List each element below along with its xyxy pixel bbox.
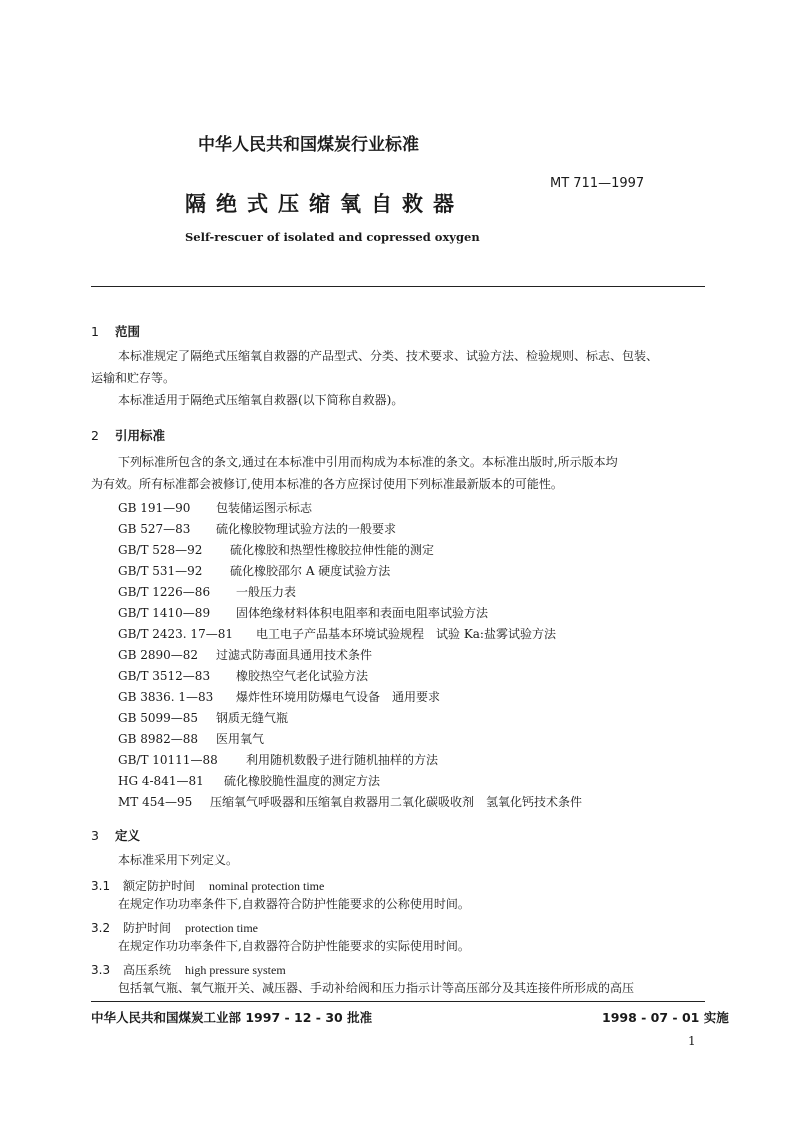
reference-item: [118, 499, 312, 516]
definition-text: 包括氧气瓶、氧气瓶开关、减压器、手动补给阀和压力指示计等高压部分及其连接件所形成的高压: [118, 981, 635, 995]
reference-title: 压缩氧气呼吸器和压缩氧自救器用二氧化碳吸收剂 氢氧化钙技术条件: [210, 795, 583, 809]
reference-item: [118, 772, 380, 789]
paragraph-line: 本标准采用下列定义。: [118, 853, 239, 867]
reference-item: [118, 667, 368, 684]
definition-text: 在规定作功功率条件下,自救器符合防护性能要求的公称使用时间。: [118, 897, 470, 911]
paragraph-line: 本标准适用于隔绝式压缩氧自救器(以下简称自救器)。: [118, 393, 404, 407]
section-number: 1: [91, 324, 99, 339]
header-divider: [91, 286, 705, 287]
footer-divider: [91, 1001, 705, 1002]
definition-heading: [91, 961, 286, 978]
industry-standard-heading: 中华人民共和国煤炭行业标准: [198, 135, 419, 155]
definition-heading: [91, 919, 258, 936]
reference-item: [118, 604, 488, 621]
reference-item: [118, 520, 396, 537]
reference-title: 固体绝缘材料体积电阻率和表面电阻率试验方法: [236, 606, 489, 620]
definition-term-cn: 高压系统: [123, 963, 172, 977]
reference-item: [118, 541, 434, 558]
paragraph-line: 运输和贮存等。: [91, 371, 176, 385]
definition-text: 在规定作功功率条件下,自救器符合防护性能要求的实际使用时间。: [118, 939, 470, 953]
reference-code: MT 454—95: [118, 795, 193, 809]
reference-title: 医用氧气: [216, 732, 265, 746]
reference-code: GB/T 531—92: [118, 564, 203, 578]
definition-number: 3.2: [91, 921, 111, 935]
reference-title: 利用随机数骰子进行随机抽样的方法: [246, 753, 439, 767]
definition-number: 3.3: [91, 963, 111, 977]
reference-item: [118, 646, 372, 663]
reference-code: GB/T 1410—89: [118, 606, 211, 620]
reference-title: 硫化橡胶脆性温度的测定方法: [224, 774, 381, 788]
definition-term-en: high pressure system: [185, 963, 286, 977]
reference-code: GB 3836. 1—83: [118, 690, 214, 704]
standard-code: MT 711—1997: [550, 176, 645, 191]
definition-heading: [91, 877, 324, 894]
section-title: 引用标准: [115, 428, 166, 443]
reference-item: [118, 583, 296, 600]
section-2-heading: [91, 426, 165, 444]
reference-title: 硫化橡胶邵尔 A 硬度试验方法: [230, 564, 391, 578]
approval-line: 中华人民共和国煤炭工业部 1997 - 12 - 30 批准: [91, 1010, 373, 1025]
reference-title: 硫化橡胶物理试验方法的一般要求: [216, 522, 397, 536]
reference-code: GB 191—90: [118, 501, 191, 515]
reference-code: GB/T 1226—86: [118, 585, 211, 599]
reference-code: GB 8982—88: [118, 732, 199, 746]
reference-code: GB/T 528—92: [118, 543, 203, 557]
definition-term-cn: 额定防护时间: [123, 879, 196, 893]
reference-title: 硫化橡胶和热塑性橡胶拉伸性能的测定: [230, 543, 435, 557]
reference-code: GB 527—83: [118, 522, 191, 536]
paragraph-line: 下列标准所包含的条文,通过在本标准中引用而构成为本标准的条文。本标准出版时,所示版本均: [118, 455, 618, 469]
reference-item: [118, 625, 556, 642]
reference-item: [118, 688, 440, 705]
reference-title: 电工电子产品基本环境试验规程 试验 Ka:盐雾试验方法: [256, 627, 556, 641]
reference-title: 包装储运图示标志: [216, 501, 313, 515]
reference-code: HG 4-841—81: [118, 774, 204, 788]
reference-title: 一般压力表: [236, 585, 297, 599]
reference-title: 橡胶热空气老化试验方法: [236, 669, 369, 683]
paragraph-line: 为有效。所有标准都会被修订,使用本标准的各方应探讨使用下列标准最新版本的可能性。: [91, 477, 563, 491]
definition-term-en: nominal protection time: [209, 879, 325, 893]
reference-code: GB/T 2423. 17—81: [118, 627, 233, 641]
section-number: 2: [91, 428, 99, 443]
section-1-heading: [91, 322, 140, 340]
page-number: 1: [688, 1034, 696, 1048]
reference-code: GB/T 3512—83: [118, 669, 211, 683]
document-title-english: Self-rescuer of isolated and copressed oxygen: [185, 230, 480, 244]
reference-code: GB/T 10111—88: [118, 753, 218, 767]
reference-title: 爆炸性环境用防爆电气设备 通用要求: [236, 690, 441, 704]
reference-code: GB 5099—85: [118, 711, 199, 725]
effective-date: 1998 - 07 - 01 实施: [602, 1010, 729, 1025]
definition-term-en: protection time: [185, 921, 258, 935]
reference-code: GB 2890—82: [118, 648, 199, 662]
reference-title: 钢质无缝气瓶: [216, 711, 289, 725]
reference-item: [118, 562, 390, 579]
section-title: 定义: [115, 828, 141, 843]
reference-item: [118, 709, 288, 726]
document-title: 隔绝式压缩氧自救器: [185, 192, 464, 216]
reference-item: [118, 751, 438, 768]
reference-title: 过滤式防毒面具通用技术条件: [216, 648, 373, 662]
definition-term-cn: 防护时间: [123, 921, 172, 935]
section-number: 3: [91, 828, 99, 843]
reference-item: [118, 793, 582, 810]
paragraph-line: 本标准规定了隔绝式压缩氧自救器的产品型式、分类、技术要求、试验方法、检验规则、标志、包装、: [118, 349, 659, 363]
reference-item: [118, 730, 264, 747]
definition-number: 3.1: [91, 879, 111, 893]
section-3-heading: [91, 826, 140, 844]
section-title: 范围: [115, 324, 141, 339]
